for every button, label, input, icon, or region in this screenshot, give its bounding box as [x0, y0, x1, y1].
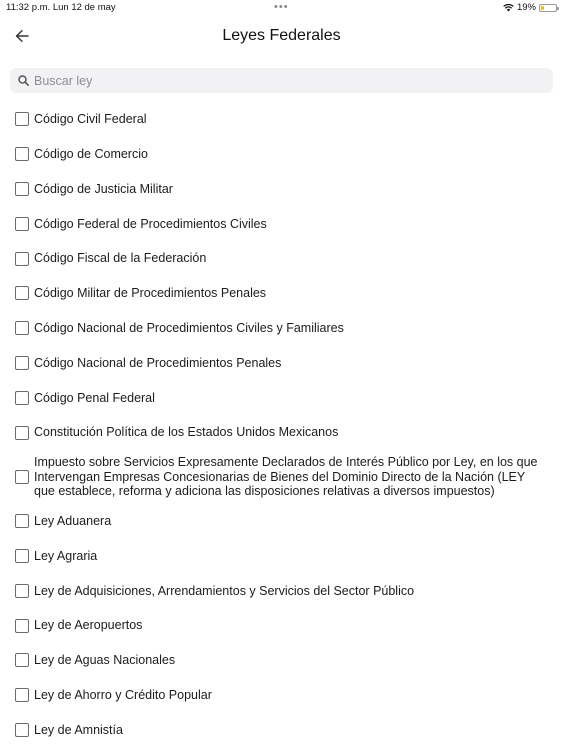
- law-checkbox[interactable]: [15, 584, 29, 598]
- law-label: Código Militar de Procedimientos Penales: [34, 286, 267, 301]
- law-list-item[interactable]: [0, 276, 563, 311]
- multitasking-dots-icon[interactable]: •••: [274, 1, 289, 13]
- law-checkbox[interactable]: [15, 286, 29, 300]
- law-list-item[interactable]: [0, 643, 563, 678]
- law-list-item[interactable]: [0, 346, 563, 381]
- law-list-item[interactable]: [0, 380, 563, 415]
- law-checkbox[interactable]: [15, 723, 29, 737]
- law-checkbox[interactable]: [15, 391, 29, 405]
- law-checkbox[interactable]: [15, 688, 29, 702]
- law-label: Ley de Adquisiciones, Arrendamientos y Servicios del Sector Público: [34, 583, 415, 598]
- law-label: Ley de Aeropuertos: [34, 618, 143, 633]
- law-label: Código de Comercio: [34, 146, 148, 161]
- law-checkbox[interactable]: [15, 321, 29, 335]
- law-list-item[interactable]: [0, 311, 563, 346]
- law-label: Código Civil Federal: [34, 112, 147, 127]
- law-list-item[interactable]: [0, 573, 563, 608]
- search-input[interactable]: [34, 74, 524, 88]
- law-label: Código Nacional de Procedimientos Penales: [34, 355, 282, 370]
- law-label: Ley Agraria: [34, 548, 98, 563]
- law-label: Código Penal Federal: [34, 390, 155, 405]
- law-checkbox[interactable]: [15, 217, 29, 231]
- law-label: Código Fiscal de la Federación: [34, 251, 207, 266]
- battery-icon: [539, 4, 557, 12]
- status-indicators: [503, 2, 557, 13]
- laws-list: [0, 102, 563, 747]
- law-checkbox[interactable]: [15, 112, 29, 126]
- law-checkbox[interactable]: [15, 426, 29, 440]
- page-title: Leyes Federales: [222, 27, 341, 44]
- law-label: Ley de Ahorro y Crédito Popular: [34, 687, 212, 702]
- law-label: Código Nacional de Procedimientos Civiles y Familiares: [34, 320, 344, 335]
- law-checkbox[interactable]: [15, 182, 29, 196]
- law-list-item[interactable]: [0, 608, 563, 643]
- status-time-date: 11:32 p.m. Lun 12 de may: [6, 2, 116, 13]
- law-checkbox[interactable]: [15, 653, 29, 667]
- law-checkbox[interactable]: [15, 147, 29, 161]
- law-list-item[interactable]: [0, 504, 563, 539]
- law-label: Código Federal de Procedimientos Civiles: [34, 216, 267, 231]
- law-label: Código de Justicia Militar: [34, 181, 173, 196]
- law-checkbox[interactable]: [15, 470, 29, 484]
- search-icon: [18, 75, 29, 86]
- law-checkbox[interactable]: [15, 252, 29, 266]
- status-bar: [0, 0, 563, 16]
- law-label: Constitución Política de los Estados Unidos Mexicanos: [34, 425, 339, 440]
- law-list-item[interactable]: [0, 206, 563, 241]
- law-list-item[interactable]: [0, 539, 563, 574]
- navigation-bar: [0, 22, 563, 52]
- law-list-item[interactable]: [0, 678, 563, 713]
- law-list-item[interactable]: [0, 713, 563, 748]
- law-list-item[interactable]: [0, 172, 563, 207]
- law-label: Ley de Amnistía: [34, 722, 123, 737]
- law-list-item[interactable]: [0, 137, 563, 172]
- law-list-item[interactable]: [0, 450, 563, 504]
- law-checkbox[interactable]: [15, 514, 29, 528]
- law-checkbox[interactable]: [15, 356, 29, 370]
- law-list-item[interactable]: [0, 415, 563, 450]
- law-list-item[interactable]: [0, 241, 563, 276]
- wifi-icon: [503, 4, 514, 12]
- law-label: Ley de Aguas Nacionales: [34, 653, 176, 668]
- law-label: Impuesto sobre Servicios Expresamente Declarados de Interés Público por Ley, en los que Intervengan Empresas Concesionarias de Bienes del Dominio Directo de la Nación (LEY que establece, reforma y adiciona las disposiciones relativas a diversos impuestos): [34, 455, 538, 499]
- battery-percent: 19%: [516, 2, 536, 13]
- law-checkbox[interactable]: [15, 619, 29, 633]
- law-label: Ley Aduanera: [34, 513, 112, 528]
- law-list-item[interactable]: [0, 102, 563, 137]
- law-checkbox[interactable]: [15, 549, 29, 563]
- search-bar[interactable]: [10, 68, 553, 93]
